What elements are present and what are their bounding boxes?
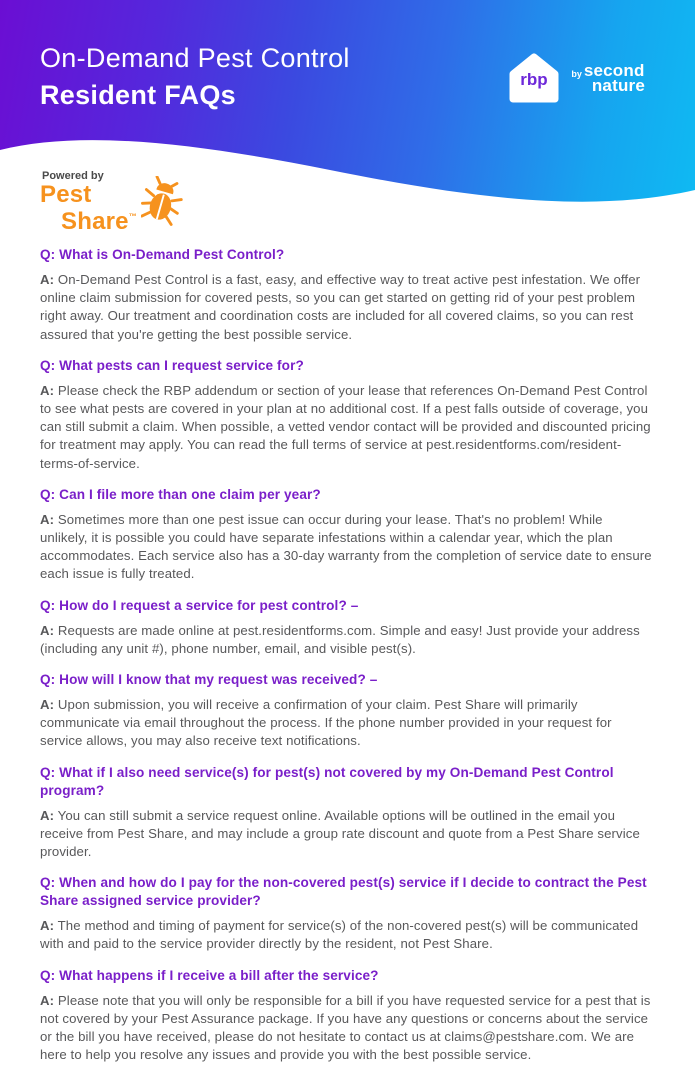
faq-question: Q: When and how do I pay for the non-covered pest(s) service if I decide to contract the Pest Share assigned service provider?: [40, 875, 647, 909]
second-nature-line-1: second: [583, 61, 645, 80]
faq-question: Q: What pests can I request service for?: [40, 357, 304, 373]
page-title: [40, 40, 350, 114]
faq-answer: A: Sometimes more than one pest issue can occur during your lease. That's no problem! While unlikely, it is possible you could have separate infestations within a calendar year, which the plan accommodates. Each service also has a 30-day warranty from the completion of service date to ensure each issue is fully treated.: [40, 511, 652, 582]
title-line-2: Resident FAQs: [40, 80, 236, 110]
faq-question: Q: How will I know that my request was received? –: [40, 672, 378, 688]
faq-item: [40, 486, 653, 584]
faq-item: [40, 764, 653, 862]
pest-share-line-2: Share™: [61, 208, 137, 235]
second-nature-line-2: nature: [591, 76, 645, 95]
faq-answer: A: Please note that you will only be responsible for a bill if you have requested service for a pest that is not covered by your Pest Assurance package. If you have any questions or concerns about the service or the bill you have received, please do not hesitate to contact us at claims@pestshare.com. We are here to help you resolve any issues and provide you with the best possible service.: [40, 992, 651, 1063]
pest-share-line-1: Pest: [40, 181, 92, 208]
brand-logos: [506, 50, 645, 106]
title-line-1: On-Demand Pest Control: [40, 43, 350, 73]
faq-answer: A: Please check the RBP addendum or section of your lease that references On-Demand Pest Control to see what pests are covered in your plan at no additional cost. If a pest falls outside of coverage, you can still submit a claim. When possible, a vetted vendor contact will be provided and discounted pricing for treatment may apply. You can read the full terms of service at pest.residentforms.com/resident-terms-of-service.: [40, 382, 651, 471]
faq-question: Q: How do I request a service for pest control? –: [40, 597, 359, 613]
faq-answer: A: Upon submission, you will receive a confirmation of your claim. Pest Share will primarily communicate via email throughout the process. If the phone number provided in your request for service allows, you may also receive text notifications.: [40, 697, 612, 749]
faq-item: [40, 671, 653, 751]
rbp-logo-text: rbp: [520, 70, 549, 89]
faq-answer: A: On-Demand Pest Control is a fast, easy, and effective way to treat active pest infestation. We offer online claim submission for covered pests, so you can get started on getting rid of your pest problem right away. Our treatment and coordination costs are included for all covered claims, so you can rest assured that you're getting the best possible service.: [40, 272, 641, 342]
faq-answer: A: The method and timing of payment for service(s) of the non-covered pest(s) will be communicated with and paid to the service provider directly by the resident, not Pest Share.: [40, 918, 639, 952]
powered-by-label: Powered by: [42, 170, 104, 182]
faq-item: [40, 357, 653, 473]
by-label: by: [571, 69, 582, 79]
rbp-house-logo-icon: [506, 50, 562, 106]
faq-item: [40, 967, 653, 1065]
second-nature-wordmark: [571, 63, 645, 93]
faq-item: [40, 597, 653, 658]
faq-question: Q: What is On-Demand Pest Control?: [40, 247, 285, 262]
faq-question: Q: Can I file more than one claim per year?: [40, 486, 321, 502]
trademark-symbol: ™: [128, 212, 137, 221]
faq-question: Q: What if I also need service(s) for pest(s) not covered by my On-Demand Pest Control program?: [40, 764, 614, 798]
faq-question: Q: What happens if I receive a bill after the service?: [40, 967, 379, 983]
faq-item: [40, 246, 653, 344]
faq-answer: A: Requests are made online at pest.residentforms.com. Simple and easy! Just provide your address (including any unit #), phone number, email, and visible pest(s).: [40, 622, 640, 656]
faq-answer: A: You can still submit a service request online. Available options will be outlined in the email you receive from Pest Share, and may include a group rate discount and quote from a Pest Share service provider.: [40, 807, 640, 860]
faq-item: [40, 874, 653, 953]
faq-list: [0, 212, 695, 1077]
